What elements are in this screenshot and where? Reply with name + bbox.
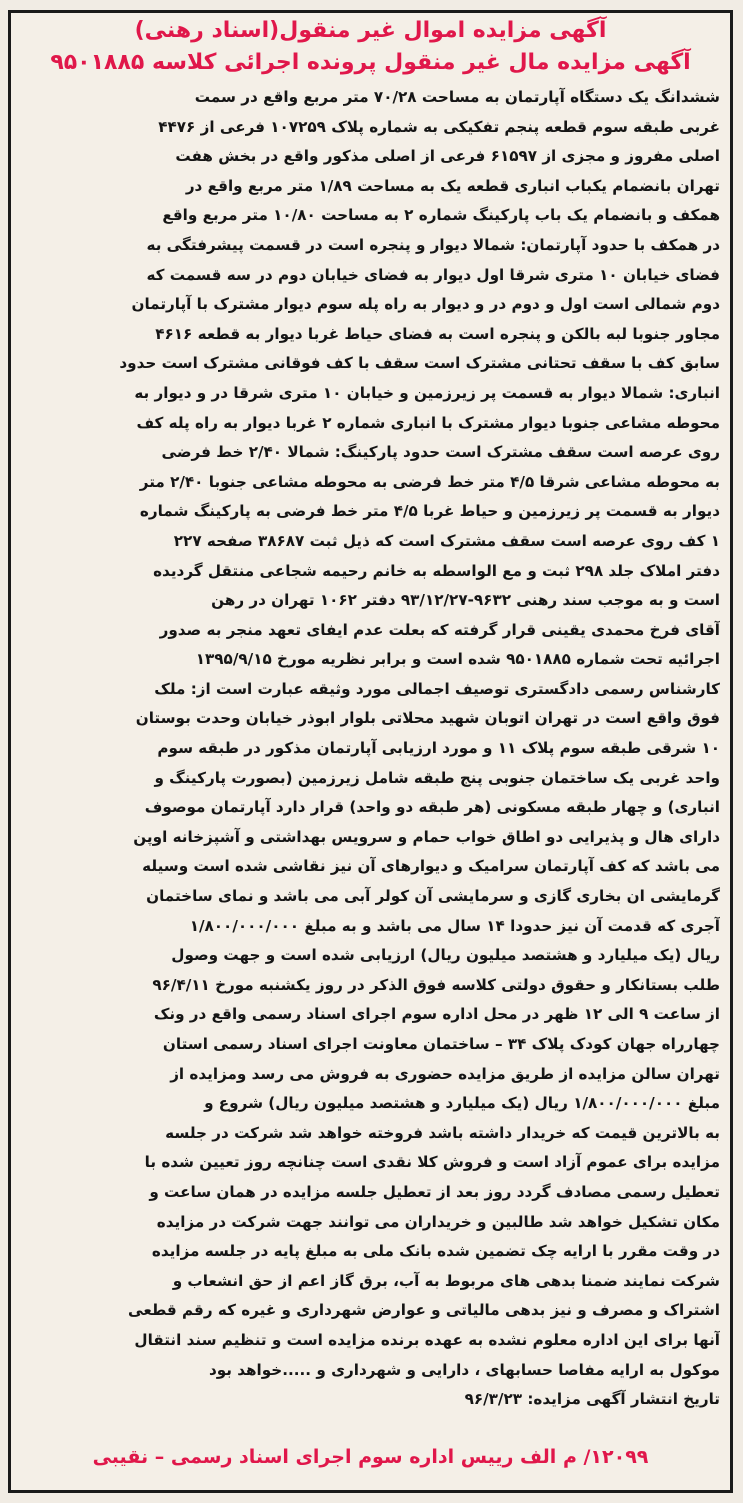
body-line: ششدانگ یک دستگاه آپارتمان به مساحت ۷۰/۲۸ متر مربع واقع در سمت xyxy=(194,88,720,106)
body-line: اجرائیه تحت شماره ۹۵۰۱۸۸۵ شده است و برابر نظریه مورخ ۱۳۹۵/۹/۱۵ xyxy=(195,650,720,669)
notice-title: آگهی مزایده اموال غیر منقول(اسناد رهنی) xyxy=(134,18,607,43)
body-line: انباری) و چهار طبقه مسکونی (هر طبقه دو واحد) قرار دارد آپارتمان موصوف xyxy=(144,798,720,817)
body-line: ۱ کف روی عرصه است سقف مشترک است که ذیل ثبت ۳۸۶۸۷ صفحه ۲۲۷ xyxy=(173,531,720,550)
body-line: محوطه مشاعی جنوبا دیوار مشترک با انباری شماره ۲ غربا دیوار به راه پله کف xyxy=(136,413,720,432)
body-line: گرمایشی ان بخاری گازی و سرمایشی آن کولر آبی می باشد و نمای ساختمان xyxy=(146,887,720,906)
notice-body xyxy=(21,83,720,1415)
body-line: واحد غربی یک ساختمان جنوبی پنج طبقه شامل زیرزمین (بصورت پارکینگ و xyxy=(154,768,720,787)
body-line: دارای هال و پذیرایی دو اطاق خواب حمام و سرویس بهداشتی و آشپزخانه اوپن xyxy=(133,827,720,846)
body-line: طلب بستانکار و حقوق دولتی کلاسه فوق الذکر در روز یکشنبه مورخ ۹۶/۴/۱۱ xyxy=(152,975,720,994)
body-line: تهران بانضمام یکباب انباری قطعه یک به مساحت ۱/۸۹ متر مربع واقع در xyxy=(185,176,720,195)
body-line: به محوطه مشاعی شرقا ۴/۵ متر خط فرضی به محوطه مشاعی جنوبا ۲/۴۰ متر xyxy=(139,472,720,491)
body-line: آجری که قدمت آن نیز حدودا ۱۴ سال می باشد و به مبلغ ۱/۸۰۰/۰۰۰/۰۰۰ xyxy=(189,916,720,935)
body-line: دوم شمالی است اول و دوم در و دیوار به راه پله سوم دیوار مشترک با آپارتمان xyxy=(131,295,720,314)
body-line: تاریخ انتشار آگهی مزایده: ۹۶/۳/۲۳ xyxy=(464,1390,720,1409)
body-line: همکف و بانضمام یک باب پارکینگ شماره ۲ به مساحت ۱۰/۸۰ متر مربع واقع xyxy=(162,206,720,225)
body-line: روی عرصه است سقف مشترک است حدود پارکینگ: شمالا ۲/۴۰ خط فرضی xyxy=(161,443,720,462)
body-line: مبلغ ۱/۸۰۰/۰۰۰/۰۰۰ ریال (یک میلیارد و هشتصد میلیون ریال) شروع و xyxy=(204,1094,720,1113)
body-line: در همکف با حدود آپارتمان: شمالا دیوار و پنجره است در قسمت پیشرفتگی به xyxy=(146,235,720,254)
body-line: انباری: شمالا دیوار به قسمت پر زیرزمین و خیابان ۱۰ متری شرقا در و دیوار به xyxy=(134,383,720,402)
body-line: در وقت مقرر با ارایه چک تضمین شده بانک ملی به مبلغ پایه در جلسه مزایده xyxy=(151,1242,720,1261)
body-line: است و به موجب سند رهنی ۹۶۳۲-۹۳/۱۲/۲۷ دفتر ۱۰۶۲ تهران در رهن xyxy=(211,591,720,610)
body-line: آنها برای این اداره معلوم نشده به عهده برنده مزایده است و تنظیم سند انتقال xyxy=(134,1330,720,1349)
body-line: غربی طبقه سوم قطعه پنجم تفکیکی به شماره پلاک ۱۰۷۲۵۹ فرعی از ۴۴۷۶ xyxy=(158,117,720,136)
notice-frame xyxy=(8,10,733,1493)
body-line: تعطیل رسمی مصادف گردد روز بعد از تعطیل جلسه مزایده در همان ساعت و xyxy=(149,1182,720,1201)
case-title: آگهی مزایده مال غیر منقول پرونده اجرائی کلاسه ۹۵۰۱۸۸۵ xyxy=(50,50,691,75)
body-line: موکول به ارایه مفاصا حسابهای ، دارایی و شهرداری و .....خواهد بود xyxy=(208,1360,720,1379)
body-line: کارشناس رسمی دادگستری توصیف اجمالی مورد وثیقه عبارت است از: ملک xyxy=(154,679,720,698)
body-line: مجاور جنوبا لبه بالکن و پنجره است به فضای حیاط غربا دیوار به قطعه ۴۶۱۶ xyxy=(155,324,720,343)
body-line: چهارراه جهان کودک پلاک ۳۴ – ساختمان معاونت اجرای اسناد رسمی استان xyxy=(162,1035,720,1053)
body-line: مزایده برای عموم آزاد است و فروش کلا نقدی است چنانچه روز تعیین شده با xyxy=(144,1153,720,1172)
body-line: از ساعت ۹ الی ۱۲ ظهر در محل اداره سوم اجرای اسناد رسمی واقع در ونک xyxy=(153,1005,720,1024)
body-line: فوق واقع است در تهران اتوبان شهید محلاتی بلوار ابوذر خیابان وحدت بوستان xyxy=(135,709,720,728)
body-line: آقای فرخ محمدی یقینی قرار گرفته که بعلت عدم ایفای تعهد منجر به صدور xyxy=(159,620,720,639)
body-line: دفتر املاک جلد ۲۹۸ ثبت و مع الواسطه به خانم رحیمه شجاعی منتقل گردیده xyxy=(153,561,720,580)
body-line: ۱۰ شرقی طبقه سوم پلاک ۱۱ و مورد ارزیابی آپارتمان مذکور در طبقه سوم xyxy=(157,739,720,758)
body-line: تهران سالن مزایده از طریق مزایده حضوری به فروش می رسد ومزایده از xyxy=(170,1064,720,1083)
body-line: می باشد که کف آپارتمان سرامیک و دیوارهای آن نیز نقاشی شده است وسیله xyxy=(142,857,720,876)
body-line: اصلی مفروز و مجزی از ۶۱۵۹۷ فرعی از اصلی مذکور واقع در بخش هفت xyxy=(175,147,720,166)
body-line: به بالاترین قیمت که خریدار داشته باشد فروخته خواهد شد شرکت در جلسه xyxy=(165,1123,720,1142)
body-line: سابق کف با سقف تحتانی مشترک است سقف با کف فوقانی مشترک است حدود xyxy=(119,354,720,373)
body-line: شرکت نمایند ضمنا بدهی های مربوط به آب، برق گاز اعم از حق انشعاب و xyxy=(172,1271,720,1290)
body-line: مکان تشکیل خواهد شد طالبین و خریداران می توانند جهت شرکت در مزایده xyxy=(156,1212,720,1231)
body-line: دیوار به قسمت پر زیرزمین و حیاط غربا ۴/۵ متر خط فرضی به پارکینگ شماره xyxy=(139,502,720,521)
signature-line: ۱۲۰۹۹/ م الف رییس اداره سوم اجرای اسناد رسمی – نقیبی xyxy=(92,1446,649,1468)
body-line: ریال (یک میلیارد و هشتصد میلیون ریال) ارزیابی شده است و جهت وصول xyxy=(171,946,720,965)
body-line: فضای خیابان ۱۰ متری شرقا اول دیوار به فضای خیابان دوم در سه قسمت که xyxy=(146,265,720,284)
body-line: اشتراک و مصرف و نیز بدهی مالیاتی و عوارض شهرداری و غیره که رقم قطعی xyxy=(128,1301,720,1320)
